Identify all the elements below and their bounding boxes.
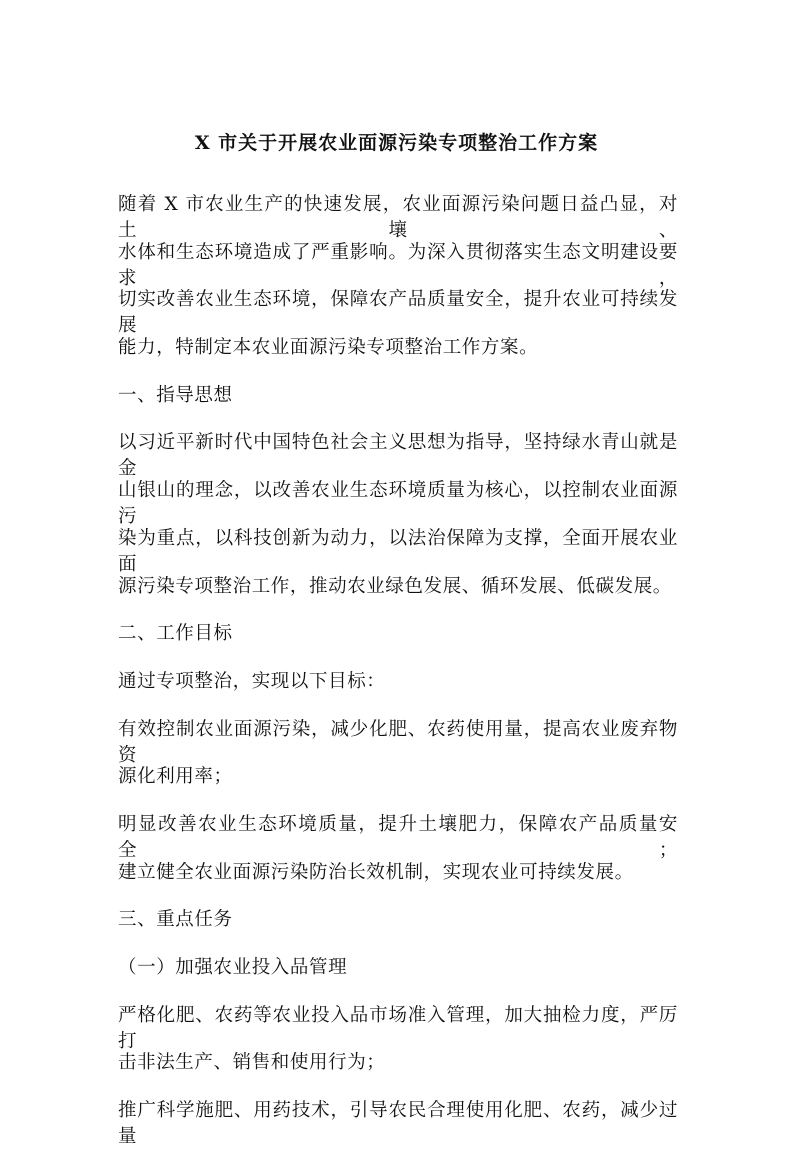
section-heading: 一、指导思想 (118, 384, 233, 406)
body-line: 击非法生产、销售和使用行为； (118, 1052, 386, 1074)
document-body (118, 192, 678, 1148)
body-line: 推广科学施肥、用药技术，引导农民合理使用化肥、农药，减少过量 (118, 1100, 678, 1148)
body-line: 有效控制农业面源污染，减少化肥、农药使用量，提高农业废弃物资 (118, 718, 678, 766)
body-line: 通过专项整治，实现以下目标： (118, 670, 386, 692)
body-line: 严格化肥、农药等农业投入品市场准入管理，加大抽检力度，严厉打 (118, 1004, 678, 1052)
body-line: 随着 X 市农业生产的快速发展，农业面源污染问题日益凸显，对土壤、 (118, 194, 678, 241)
body-line: 能力，特制定本农业面源污染专项整治工作方案。 (118, 337, 539, 359)
body-line: 以习近平新时代中国特色社会主义思想为指导，坚持绿水青山就是金 (118, 432, 678, 480)
body-line: 山银山的理念，以改善农业生态环境质量为核心，以控制农业面源污 (118, 480, 678, 528)
subsection-heading: （一）加强农业投入品管理 (118, 957, 348, 978)
body-line: 水体和生态环境造成了严重影响。为深入贯彻落实生态文明建设要求， (118, 241, 678, 289)
body-line: 染为重点，以科技创新为动力，以法治保障为支撑，全面开展农业面 (118, 527, 678, 575)
body-line: 源污染专项整治工作，推动农业绿色发展、循环发展、低碳发展。 (118, 575, 672, 597)
section-heading: 二、工作目标 (118, 623, 233, 645)
body-line: 源化利用率； (118, 766, 233, 788)
document-title: X 市关于开展农业面源污染专项整治工作方案 (194, 132, 599, 154)
body-line: 明显改善农业生态环境质量，提升土壤肥力，保障农产品质量安全； (118, 813, 678, 861)
body-line: 切实改善农业生态环境，保障农产品质量安全，提升农业可持续发展 (118, 289, 678, 337)
section-heading: 三、重点任务 (118, 909, 233, 931)
body-line: 建立健全农业面源污染防治长效机制，实现农业可持续发展。 (118, 861, 634, 883)
